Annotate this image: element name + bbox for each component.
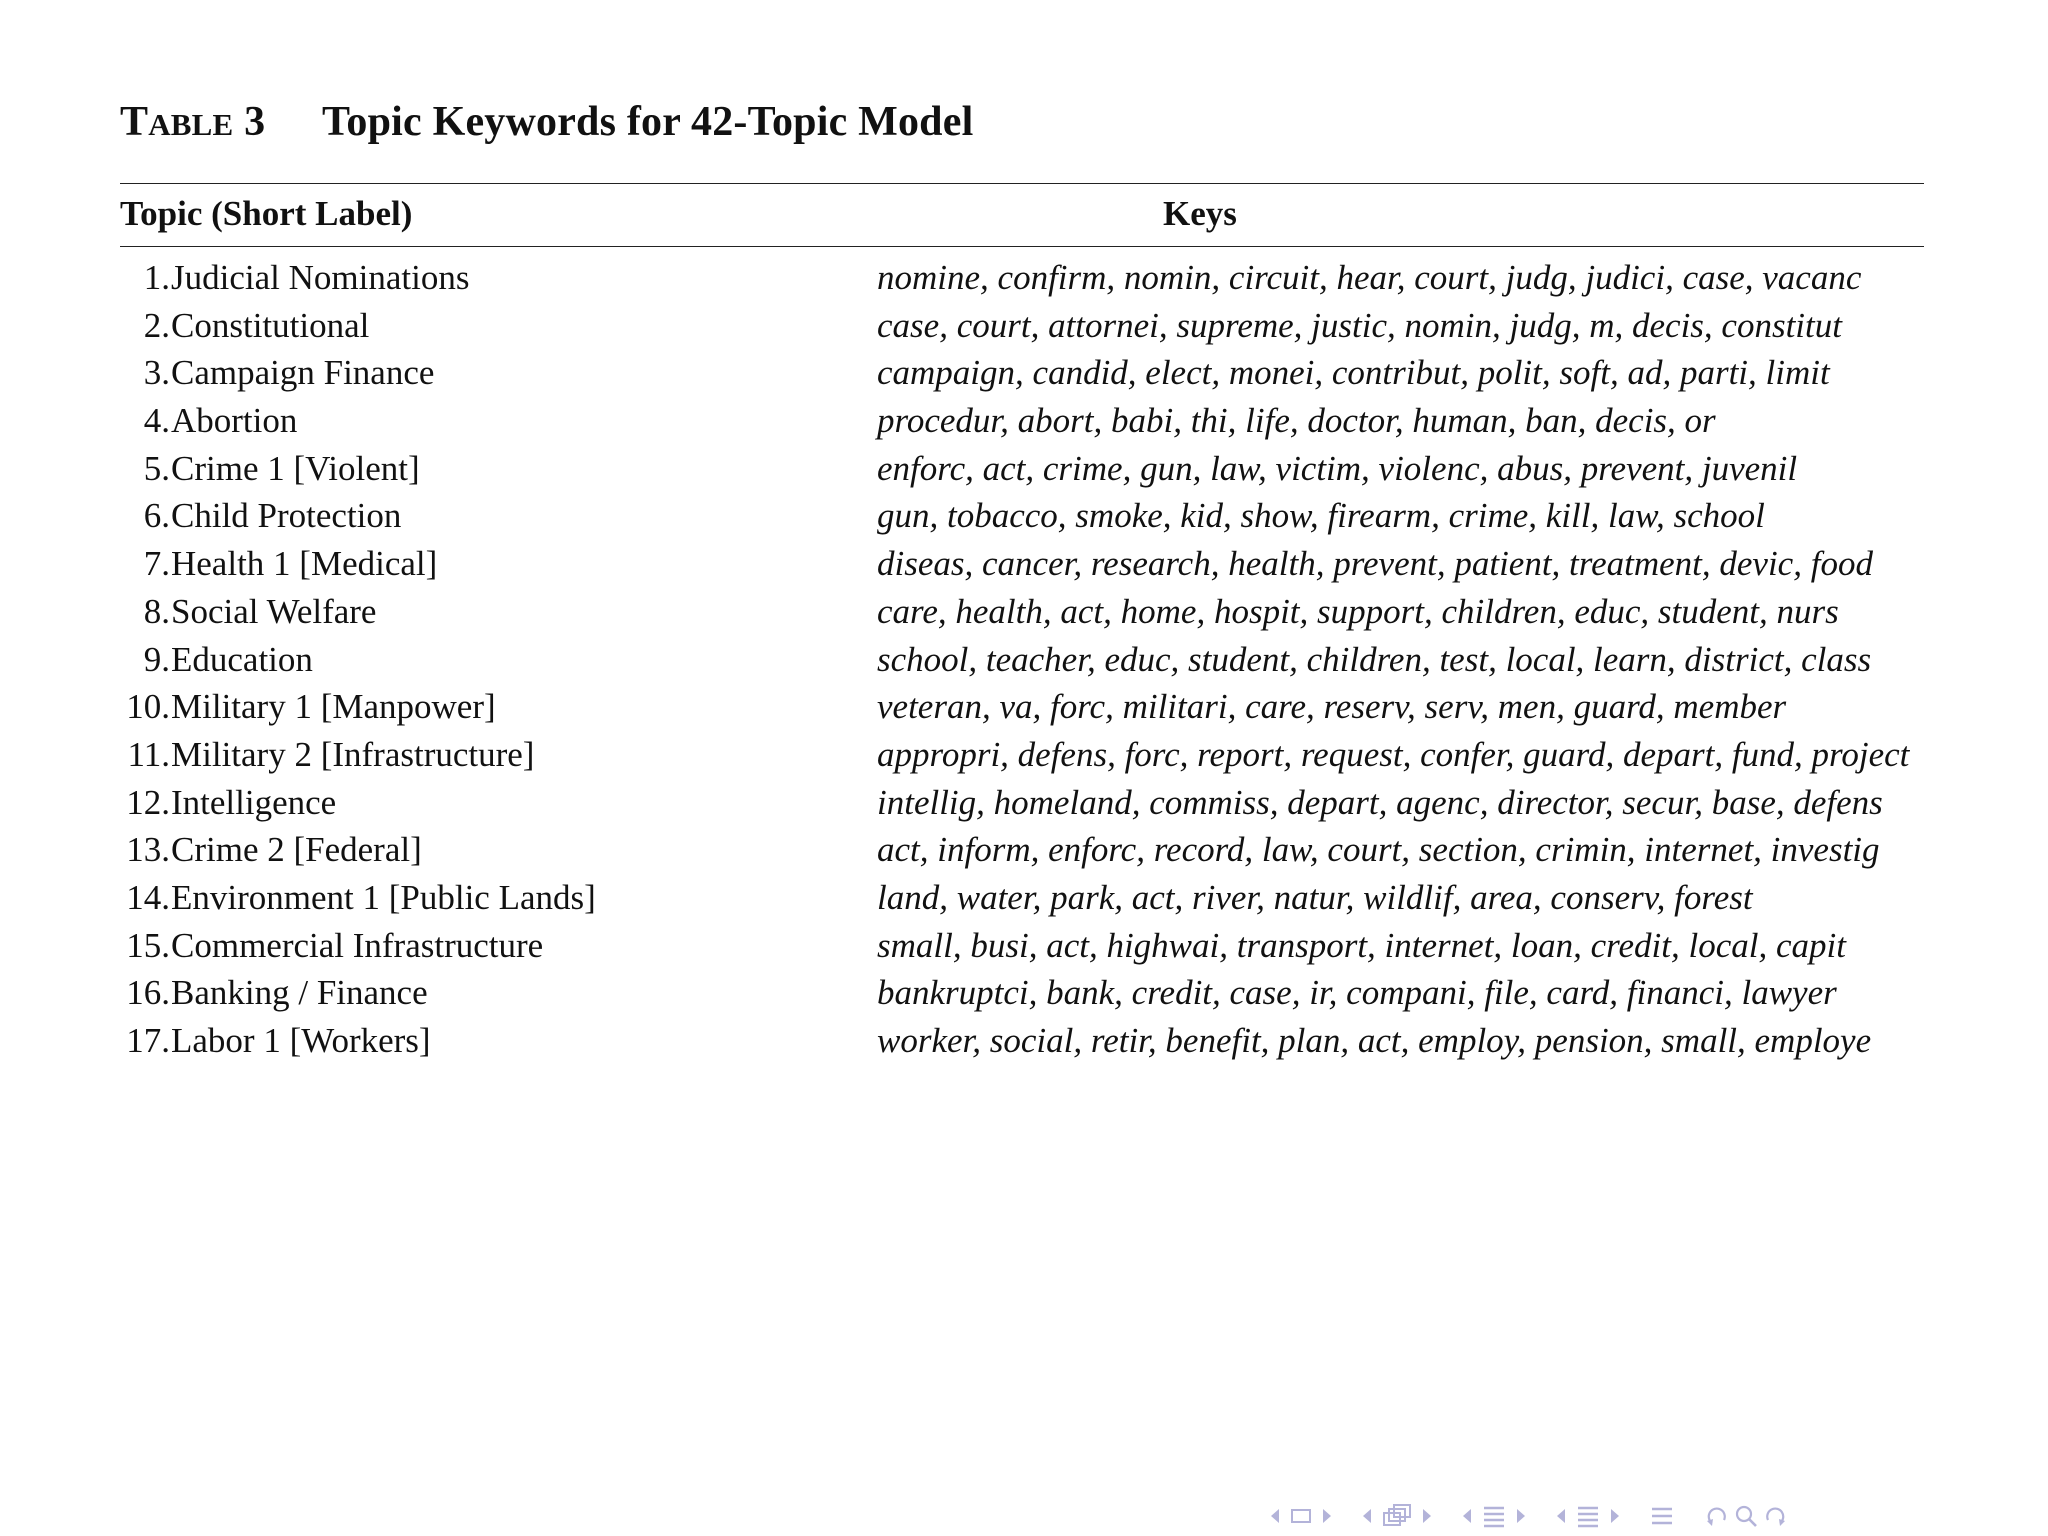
table-row xyxy=(0,830,2048,878)
subsubsection-icon[interactable] xyxy=(1576,1503,1600,1529)
topic-label: Abortion xyxy=(171,401,298,441)
subsection-icon[interactable] xyxy=(1382,1503,1412,1529)
topic-label: Health 1 [Medical] xyxy=(171,544,438,584)
topic-label: Crime 2 [Federal] xyxy=(171,830,422,870)
topic-label: Constitutional xyxy=(171,305,370,345)
header-rule xyxy=(120,246,1924,247)
frame-nav xyxy=(1270,1503,1332,1529)
align-icon[interactable] xyxy=(1650,1503,1674,1529)
table-title xyxy=(120,98,973,146)
topic-keys: intellig, homeland, commiss, depart, agenc, director, secur, base, defens xyxy=(877,782,1883,822)
arrow-right-icon[interactable] xyxy=(1610,1503,1620,1529)
row-number: 3. xyxy=(143,353,170,393)
top-rule xyxy=(120,183,1924,184)
table-row xyxy=(0,926,2048,974)
topic-keys: case, court, attornei, supreme, justic, nomin, judg, m, decis, constitut xyxy=(877,305,1842,345)
arrow-right-icon[interactable] xyxy=(1322,1503,1332,1529)
table-body xyxy=(0,258,2048,1069)
topic-label: Child Protection xyxy=(171,496,402,536)
table-row xyxy=(0,687,2048,735)
frame-icon[interactable] xyxy=(1290,1503,1312,1529)
row-number: 14. xyxy=(126,877,170,917)
column-header-topic: Topic (Short Label) xyxy=(120,194,413,233)
table-row xyxy=(0,1021,2048,1069)
row-number: 6. xyxy=(143,496,170,536)
topic-keys: nomine, confirm, nomin, circuit, hear, court, judg, judici, case, vacanc xyxy=(877,258,1862,297)
topic-label: Military 1 [Manpower] xyxy=(171,687,496,727)
section-nav xyxy=(1462,1503,1526,1529)
topic-keys: small, busi, act, highwai, transport, internet, loan, credit, local, capit xyxy=(877,925,1846,965)
row-number: 4. xyxy=(143,401,170,441)
align-nav xyxy=(1650,1503,1674,1529)
arrow-right-icon[interactable] xyxy=(1422,1503,1432,1529)
topic-keys: act, inform, enforc, record, law, court, section, crimin, internet, investig xyxy=(877,830,1880,870)
topic-keys: diseas, cancer, research, health, prevent, patient, treatment, devic, food xyxy=(877,544,1873,584)
topic-keys: worker, social, retir, benefit, plan, act, employ, pension, small, employe xyxy=(877,1021,1872,1060)
table-row xyxy=(0,973,2048,1021)
row-number: 13. xyxy=(126,830,170,870)
topic-label: Military 2 [Infrastructure] xyxy=(171,734,535,774)
table-caption: Topic Keywords for 42-Topic Model xyxy=(322,99,974,145)
row-number: 2. xyxy=(143,305,170,345)
topic-label: Intelligence xyxy=(171,782,337,822)
beamer-navigation-bar xyxy=(1270,1502,2040,1530)
redo-icon[interactable] xyxy=(1764,1503,1788,1529)
topic-label: Social Welfare xyxy=(171,591,377,631)
table-row xyxy=(0,878,2048,926)
table-row xyxy=(0,496,2048,544)
topic-keys: veteran, va, forc, militari, care, reserv, serv, men, guard, member xyxy=(877,687,1787,727)
table-row xyxy=(0,544,2048,592)
column-header-keys: Keys xyxy=(1163,194,1237,233)
search-nav xyxy=(1704,1503,1788,1529)
topic-label: Crime 1 [Violent] xyxy=(171,448,420,488)
topic-keys: school, teacher, educ, student, children, test, local, learn, district, class xyxy=(877,639,1872,679)
row-number: 5. xyxy=(143,448,170,488)
arrow-left-icon[interactable] xyxy=(1362,1503,1372,1529)
topic-label: Labor 1 [Workers] xyxy=(171,1021,431,1060)
row-number: 1. xyxy=(143,258,170,297)
table-row xyxy=(0,258,2048,306)
topic-label: Education xyxy=(171,639,313,679)
row-number: 7. xyxy=(143,544,170,584)
table-label-initial: T xyxy=(120,99,149,145)
subsubsection-nav xyxy=(1556,1503,1620,1529)
table-row xyxy=(0,401,2048,449)
topic-keys: gun, tobacco, smoke, kid, show, firearm, crime, kill, law, school xyxy=(877,496,1765,536)
row-number: 16. xyxy=(126,973,170,1013)
table-row xyxy=(0,592,2048,640)
table-number: 3 xyxy=(244,99,266,145)
search-icon[interactable] xyxy=(1734,1503,1758,1529)
row-number: 8. xyxy=(143,591,170,631)
topic-keys: bankruptci, bank, credit, case, ir, compani, file, card, financi, lawyer xyxy=(877,973,1837,1013)
topic-keys: enforc, act, crime, gun, law, victim, violenc, abus, prevent, juvenil xyxy=(877,448,1798,488)
arrow-left-icon[interactable] xyxy=(1462,1503,1472,1529)
topic-keys: procedur, abort, babi, thi, life, doctor, human, ban, decis, or xyxy=(877,401,1716,441)
topic-label: Judicial Nominations xyxy=(171,258,470,297)
table-row xyxy=(0,353,2048,401)
arrow-left-icon[interactable] xyxy=(1270,1503,1280,1529)
topic-keys: care, health, act, home, hospit, support, children, educ, student, nurs xyxy=(877,591,1839,631)
table-row xyxy=(0,306,2048,354)
row-number: 9. xyxy=(143,639,170,679)
arrow-right-icon[interactable] xyxy=(1516,1503,1526,1529)
topic-label: Banking / Finance xyxy=(171,973,428,1013)
row-number: 12. xyxy=(126,782,170,822)
row-number: 15. xyxy=(126,925,170,965)
topic-label: Campaign Finance xyxy=(171,353,435,393)
topic-keys: campaign, candid, elect, monei, contribut, polit, soft, ad, parti, limit xyxy=(877,353,1830,393)
section-icon[interactable] xyxy=(1482,1503,1506,1529)
arrow-left-icon[interactable] xyxy=(1556,1503,1566,1529)
table-row xyxy=(0,449,2048,497)
row-number: 17. xyxy=(126,1021,170,1060)
table-row xyxy=(0,735,2048,783)
topic-label: Commercial Infrastructure xyxy=(171,925,544,965)
undo-icon[interactable] xyxy=(1704,1503,1728,1529)
table-label-rest: ABLE xyxy=(148,107,234,142)
row-number: 11. xyxy=(127,734,170,774)
topic-label: Environment 1 [Public Lands] xyxy=(171,877,596,917)
topic-keys: land, water, park, act, river, natur, wildlif, area, conserv, forest xyxy=(877,877,1753,917)
topic-keys: appropri, defens, forc, report, request, confer, guard, depart, fund, project xyxy=(877,734,1910,774)
row-number: 10. xyxy=(126,687,170,727)
table-row xyxy=(0,783,2048,831)
subsection-nav xyxy=(1362,1503,1432,1529)
table-row xyxy=(0,640,2048,688)
